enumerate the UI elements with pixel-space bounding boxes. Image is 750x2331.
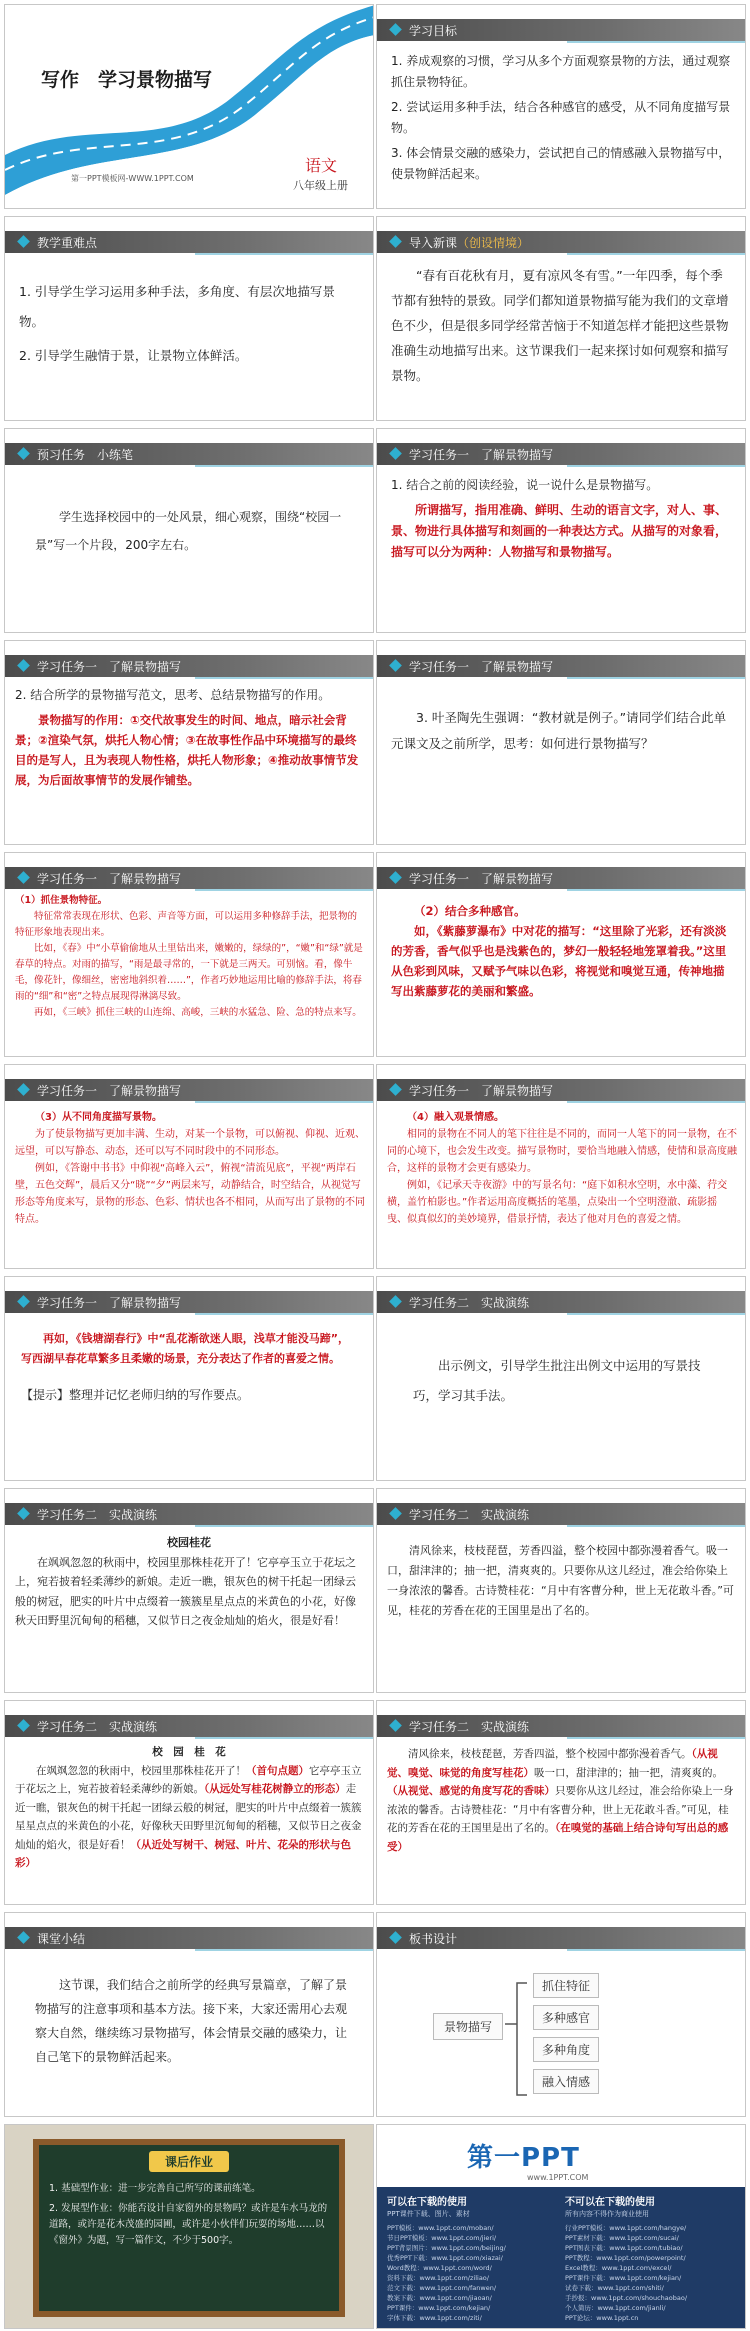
point-p3: 再如，《三峡》抓住三峡的山连绵、高峻，三峡的水猛急、险、急的特点来写。 (34, 1007, 362, 1018)
point-title: （2）结合多种感官。 (414, 904, 526, 918)
annotated-text (15, 1762, 363, 1873)
link-line[interactable]: 节日PPT模板：www.1ppt.com/jieri/ (387, 2234, 497, 2242)
preview-text: 学生选择校园中的一处风景，细心观察，围绕“校园一景”写一个片段，200字左右。 (35, 510, 342, 552)
intro-text: “春有百花秋有月，夏有凉风冬有雪。”一年四季，每个季节都有独特的景致。同学们都知道景物描写能为我们的文章增色不少，但是很多同学经常苦恼于不知道怎样才能把这些景物准确生动地描写出来。这节课我们一起来探讨如何观察和描写景物。 (391, 268, 729, 383)
homework-item-2: 2. 发展型作业：你能否设计自家窗外的景物吗？或许是车水马龙的道路，或许是花木茂盛的园圃，或许是小伙伴们玩耍的场地……以《窗外》为题，写一篇作文，不少于500字。 (49, 2203, 328, 2246)
link-line[interactable]: 手抄报：www.1ppt.com/shouchaobao/ (565, 2294, 688, 2302)
slide-header (5, 443, 374, 465)
link-line[interactable]: 范文下载：www.1ppt.com/fanwen/ (387, 2284, 497, 2292)
branch-4: 融入情感 (533, 2069, 599, 2094)
link-line[interactable]: 资料下载：www.1ppt.com/ziliao/ (387, 2274, 489, 2282)
homework-item-1: 1. 基础型作业：进一步完善自己所写的课前练笔。 (49, 2183, 261, 2194)
link-line[interactable]: PPT图表下载：www.1ppt.com/tubiao/ (565, 2244, 683, 2252)
header-title: 学习任务一 了解景物描写 (37, 660, 182, 674)
essay-text: 清风徐来，枝枝琵琶，芳香四溢，整个校园中都弥漫着香气。吸一口，甜津津的；抽一把，清爽爽的。只要你从这儿经过，准会给你染上一身浓浓的馨香。古诗赞桂花：“月中有客曹分种，世上无花敢斗香。”可见，桂花的芳香在花的王国里是出了名的。 (387, 1544, 734, 1617)
slide-task1-definition[interactable] (376, 428, 746, 633)
slide-header (377, 1079, 746, 1101)
brand-logo: 第一PPT (467, 2143, 580, 2173)
link-line[interactable]: 教案下载：www.1ppt.com/jiaoan/ (387, 2294, 492, 2302)
point-p1: 为了使景物描写更加丰满、生动，对某一个景物，可以俯视、仰视、近观、远望，可以写静态、动态，还可以写不同时段中的不同形态。 (15, 1129, 365, 1157)
example-text: 再如，《钱塘湖春行》中“乱花渐欲迷人眼，浅草才能没马蹄”，写西湖早春花草繁多且柔嫩的场景，充分表达了作者的喜爱之情。 (21, 1332, 349, 1365)
essay-text: 在飒飒忽忽的秋雨中，校园里那株桂花开了！它亭亭玉立于花坛之上，宛若披着轻柔薄纱的新娘。走近一瞧，银灰色的树干托起一团绿云般的树冠，肥实的叶片中点缀着一簇簇星星点点的米黄色的小花，好像秋天田野里沉甸甸的稻穗，又似节日之夜金灿灿的焰火，很是好看！ (15, 1555, 356, 1627)
cover-title: 写作 学习景物描写 (41, 69, 213, 91)
essay-seg-2: 它亭亭玉立于花坛之上，宛若披着轻柔薄纱的新娘。 (15, 1764, 362, 1795)
point-p2: 例如，《答谢中书书》中仰视“高峰入云”，俯视“清流见底”，平视“两岸石壁，五色交辉”，晨后又分“晓”“夕”两层来写，动静结合，时空结合，从视觉写形态等角度来写，景物的形态、色彩、情状也各不相同，从而写出了景物的不同特点。 (15, 1163, 365, 1225)
slide-senses[interactable] (376, 852, 746, 1057)
slide-header (5, 655, 374, 677)
header-subtitle: （创设情境） (457, 236, 530, 250)
branch-2: 多种感官 (533, 2005, 599, 2030)
annotation-1: （首句点题） (246, 1764, 309, 1777)
slide-header (377, 655, 746, 677)
link-line[interactable]: 行业PPT模板：www.1ppt.com/hangye/ (565, 2224, 687, 2232)
point-text: 如，《紫藤萝瀑布》中对花的描写：“这里除了光彩，还有淡淡的芳香，香气似乎也是浅紫色的，梦幻一般轻轻地笼罩着我。”这里从色彩到风味，又赋予气味以色彩，将视觉和嗅觉互通，传神地描写出紫藤萝花的美丽和繁盛。 (391, 924, 727, 998)
practice-text: 出示例文，引导学生批注出例文中运用的写景技巧，学习其手法。 (413, 1358, 701, 1403)
header-title: 学习任务一 了解景物描写 (37, 872, 182, 886)
slide-header (5, 1715, 374, 1737)
header-title: 学习任务一 了解景物描写 (37, 1296, 182, 1310)
point-p1: 相同的景物在不同人的笔下往往是不同的，而同一人笔下的同一景物，在不同的心境下，也会发生改变。描写景物时，要恰当地融入情感，使情和景高度融合，这样的景物才会更有感染力。 (387, 1129, 737, 1174)
slide-annotated-essay[interactable] (4, 1700, 374, 1905)
answer-text (391, 500, 731, 563)
board-center: 景物描写 (433, 2013, 503, 2040)
goal-item-3: 3. 体会情景交融的感染力，尝试把自己的情感融入景物描写中，使景物鲜活起来。 (391, 146, 731, 181)
essay-seg-1: 在飒飒忽忽的秋雨中，校园里那株桂花开了！ (36, 1764, 246, 1777)
header-title: 学习任务一 了解景物描写 (409, 660, 554, 674)
left-sub: PPT课件下载、图片、素材 (387, 2210, 470, 2218)
slide-intro[interactable] (376, 216, 746, 421)
annotated-text (387, 1745, 735, 1896)
tip-text: 【提示】整理并记忆老师归纳的写作要点。 (21, 1388, 250, 1402)
slide-homework[interactable] (4, 2124, 374, 2329)
slide-header (377, 867, 746, 889)
point-p2: 例如，《记承天寺夜游》中的写景名句：“庭下如积水空明，水中藻、荇交横，盖竹柏影也。”作者运用高度概括的笔墨，点染出一个空明澄澈、疏影摇曳、似真似幻的美妙境界，借景抒情，表达了他对月色的喜爱之情。 (387, 1180, 728, 1225)
header-title: 学习任务二 实战演练 (409, 1720, 530, 1734)
link-line[interactable]: PPT教程：www.1ppt.com/powerpoint/ (565, 2254, 686, 2262)
right-title: 不可以在下载的使用 (565, 2197, 655, 2208)
chalkboard (33, 2139, 345, 2317)
link-line[interactable]: 试卷下载：www.1ppt.com/shiti/ (565, 2284, 664, 2292)
right-links (565, 2223, 740, 2323)
link-line[interactable]: 字体下载：www.1ppt.com/ziti/ (387, 2314, 482, 2322)
how-text: 3. 叶圣陶先生强调：“教材就是例子。”请同学们结合此单元课文及之前所学，思考：如何进行景物描写？ (391, 710, 727, 751)
slide-header (377, 443, 746, 465)
header-title: 学习任务二 实战演练 (409, 1508, 530, 1522)
header-title: 学习任务二 实战演练 (37, 1508, 158, 1522)
slide-emotion[interactable] (376, 1064, 746, 1269)
cover-slide[interactable] (4, 4, 374, 209)
slide-header (5, 1079, 374, 1101)
branch-1: 抓住特征 (533, 1973, 599, 1998)
header-title: 学习任务二 实战演练 (37, 1720, 158, 1734)
slide-practice-intro[interactable] (376, 1276, 746, 1481)
point-title: （4）融入观景情感。 (407, 1112, 504, 1123)
header-title: 教学重难点 (37, 236, 98, 250)
goal-item-1: 1. 养成观察的习惯，学习从多个方面观察景物的方法，通过观察抓住景物特征。 (391, 54, 731, 89)
slide-angles[interactable] (4, 1064, 374, 1269)
annotation-1: （从视觉、嗅觉、味觉的角度写桂花） (387, 1748, 718, 1779)
link-line[interactable]: 个人简历：www.1ppt.com/jianli/ (565, 2304, 666, 2312)
slide-example-spring[interactable] (4, 1276, 374, 1481)
link-line[interactable]: PPT模板：www.1ppt.com/moban/ (387, 2224, 494, 2232)
essay-title: 校 园 桂 花 (152, 1746, 226, 1758)
slide-sample-essay-2[interactable] (376, 1488, 746, 1693)
key-item-2: 2. 引导学生融情于景，让景物立体鲜活。 (19, 348, 248, 363)
header-title: 学习任务一 了解景物描写 (409, 448, 554, 462)
question-text: 1. 结合之前的阅读经验，说一说什么是景物描写。 (391, 478, 659, 492)
slide-summary[interactable] (4, 1912, 374, 2117)
slide-header (5, 1927, 374, 1949)
cover-site: 第一PPT模板网-WWW.1PPT.COM (71, 174, 194, 183)
slide-header (377, 1503, 746, 1525)
header-title: 学习任务一 了解景物描写 (409, 1084, 554, 1098)
slide-ad[interactable] (376, 2124, 746, 2329)
slide-sample-essay[interactable] (4, 1488, 374, 1693)
cover-subject: 语文 (305, 156, 338, 175)
slide-header (377, 1291, 746, 1313)
right-sub: 所有内容不得作为商业使用 (565, 2210, 649, 2218)
point-title: （1）抓住景物特征。 (15, 895, 108, 906)
annotation-2: （从远处写桂花树静立的形态） (204, 1783, 346, 1795)
annotation-3: （在嗅觉的基础上结合诗句写出总的感受） (387, 1822, 729, 1853)
function-answer: 景物描写的作用：①交代故事发生的时间、地点，暗示社会背景；②渲染气氛，烘托人物心情；③在故事性作品中环境描写的最终目的是写人，且为表现人物性格，烘托人物形象；④推动故事情节发展，为后面故事情节的发展作铺垫。 (15, 713, 359, 787)
slide-header (5, 231, 374, 253)
link-line[interactable]: PPT课件下载：www.1ppt.com/kejian/ (565, 2274, 682, 2282)
branch-3: 多种角度 (533, 2037, 599, 2062)
header-title: 学习任务二 实战演练 (409, 1296, 530, 1310)
answer-red: 所谓描写，指用准确、鲜明、生动的语言文字，对人、事、景、物进行具体描写和刻画的一种表达方式。 (391, 503, 728, 538)
annotation-2: （从视觉、感觉的角度写花的香味） (387, 1785, 555, 1797)
point-title: （3）从不同角度描写景物。 (35, 1112, 162, 1123)
link-line[interactable]: PPT素材下载：www.1ppt.com/sucai/ (565, 2234, 679, 2242)
info-band (377, 2187, 746, 2329)
link-line[interactable]: Excel教程：www.1ppt.com/excel/ (565, 2264, 672, 2272)
left-title: 可以在下载的使用 (387, 2197, 467, 2208)
link-line[interactable]: PPT课件：www.1ppt.com/kejian/ (387, 2304, 491, 2312)
essay-title: 校园桂花 (167, 1536, 211, 1549)
link-line[interactable]: PPT论坛：www.1ppt.cn (565, 2314, 639, 2322)
point-p2: 比如，《春》中“小草偷偷地从土里钻出来，嫩嫩的，绿绿的”，“嫩”和“绿”就是春草的特点。对雨的描写，“雨是最寻常的，一下就是三两天。可别恼。看，像牛毛，像花针，像细丝，密密地斜织着……”，作者巧妙地运用比喻的修辞手法，将春雨的“细”和“密”之特点展现得淋漓尽致。 (15, 943, 363, 1002)
essay-seg-1: 清风徐来，枝枝琵琶，芳香四溢，整个校园中都弥漫着香气。 (408, 1748, 692, 1760)
annotation-3: （从近处写树干、树冠、叶片、花朵的形状与色彩） (15, 1838, 351, 1869)
question-text: 2. 结合所学的景物描写范文，思考、总结景物描写的作用。 (15, 688, 331, 702)
link-line[interactable]: PPT背景图片：www.1ppt.com/beijing/ (387, 2244, 506, 2252)
header-title: 导入新课 (409, 236, 458, 250)
slide-task1-function[interactable] (4, 640, 374, 845)
header-title: 板书设计 (409, 1932, 458, 1946)
header-title: 学习目标 (409, 24, 458, 38)
cover-grade: 八年级上册 (293, 179, 348, 192)
essay-seg-3: 只要你从这儿经过，准会给你染上一身浓浓的馨香。古诗赞桂花：“月中有客曹分种，世上无花敢斗香。”可见，桂花的芳香在花的王国里是出了名的。 (387, 1785, 734, 1834)
slide-key-points[interactable] (4, 216, 374, 421)
header-title: 预习任务 小练笔 (37, 448, 134, 462)
homework-title: 课后作业 (149, 2151, 229, 2172)
slide-learning-goals[interactable] (376, 4, 746, 209)
slide-header (5, 1291, 374, 1313)
slide-features[interactable] (4, 852, 374, 1057)
header-title: 学习任务一 了解景物描写 (409, 872, 554, 886)
key-item-1: 1. 引导学生学习运用多种手法，多角度、有层次地描写景物。 (19, 284, 335, 329)
link-line[interactable]: Word教程：www.1ppt.com/word/ (387, 2264, 492, 2272)
header-title: 学习任务一 了解景物描写 (37, 1084, 182, 1098)
header-title: 课堂小结 (37, 1932, 86, 1946)
essay-seg-3: 走近一瞧，银灰色的树干托起一团绿云般的树冠，肥实的叶片中点缀着一簇簇星星点点的米黄色的小花，好像秋天田野里沉甸甸的稻穗，又似节日之夜金灿灿的焰火，很是好看！ (15, 1783, 362, 1851)
slide-preview[interactable] (4, 428, 374, 633)
slide-board-design[interactable] (376, 1912, 746, 2117)
point-p1: 特征常常表现在形状、色彩、声音等方面，可以运用多种修辞手法，把景物的特征形象地表现出来。 (15, 911, 358, 938)
slide-header (377, 231, 746, 253)
slide-header (5, 867, 374, 889)
slide-task1-how[interactable] (376, 640, 746, 845)
goal-item-2: 2. 尝试运用多种手法，结合各种感官的感受，从不同角度描写景物。 (391, 100, 731, 135)
brand-url: www.1PPT.COM (527, 2173, 589, 2182)
summary-text: 这节课，我们结合之前所学的经典写景篇章，了解了景物描写的注意事项和基本方法。接下来，大家还需用心去观察大自然，继续练习景物描写，体会情景交融的感染力，让自己笔下的景物鲜活起来。 (35, 1978, 348, 2064)
link-line[interactable]: 优秀PPT下载：www.1ppt.com/xiazai/ (387, 2254, 503, 2262)
slide-header (5, 1503, 374, 1525)
answer-rest: 从描写的对象看，描写可以分为两种：人物描写和景物描写。 (391, 524, 728, 559)
left-links (387, 2223, 557, 2323)
slide-header (377, 19, 746, 41)
slide-annotated-essay-2[interactable] (376, 1700, 746, 1905)
slide-header (377, 1715, 746, 1737)
essay-seg-2: 吸一口，甜津津的；抽一把，清爽爽的。 (534, 1766, 723, 1779)
